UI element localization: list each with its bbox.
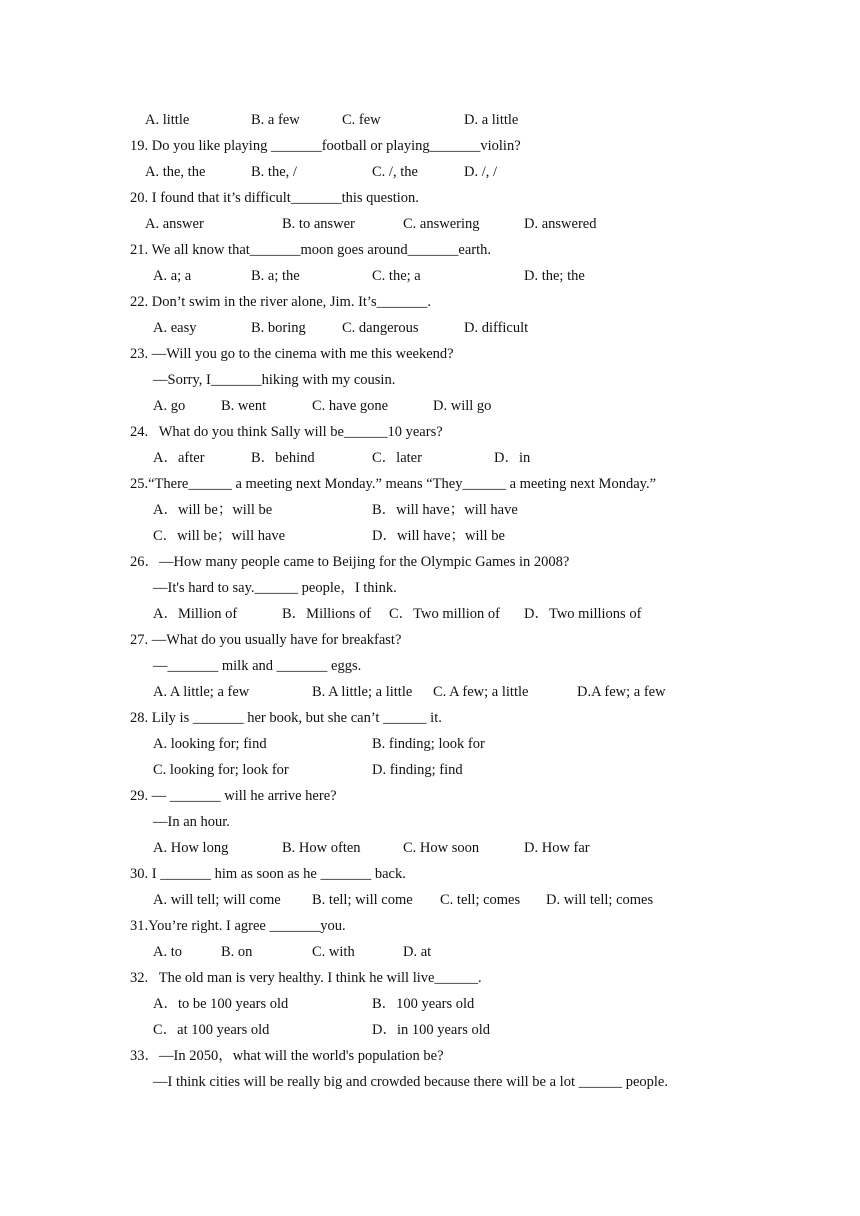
q29-option-a: A. How long	[153, 840, 229, 856]
q31-option-c: C. with	[312, 944, 355, 960]
q31-option-b: B. on	[221, 944, 253, 960]
q23-stem: 23. —Will you go to the cinema with me this weekend?	[130, 346, 454, 362]
q21-option-d: D. the; the	[524, 268, 585, 284]
q21-option-b: B. a; the	[251, 268, 300, 284]
q26-stem: 26．—How many people came to Beijing for the Olympic Games in 2008?	[130, 554, 570, 570]
q18-option-b: B. a few	[251, 112, 300, 128]
q32-option-d: D．in 100 years old	[372, 1022, 490, 1038]
q27-stem: 27. —What do you usually have for breakfast?	[130, 632, 402, 648]
q29-option-b: B. How often	[282, 840, 361, 856]
q22-option-b: B. boring	[251, 320, 306, 336]
q27-reply: —_______ milk and _______ eggs.	[153, 658, 362, 674]
q24-stem: 24. What do you think Sally will be______10 years?	[130, 424, 443, 440]
q30-option-a: A. will tell; will come	[153, 892, 281, 908]
q25-option-d: D．will have；will be	[372, 528, 505, 544]
q22-option-a: A. easy	[153, 320, 197, 336]
q31-stem: 31.You’re right. I agree _______you.	[130, 918, 346, 934]
q18-option-a: A. little	[145, 112, 190, 128]
q21-option-c: C. the; a	[372, 268, 421, 284]
q29-reply: —In an hour.	[153, 814, 230, 830]
q31-option-d: D. at	[403, 944, 432, 960]
q30-stem: 30. I _______ him as soon as he _______ back.	[130, 866, 406, 882]
q19-stem: 19. Do you like playing _______football or playing_______violin?	[130, 138, 521, 154]
q25-stem: 25.“There______ a meeting next Monday.” means “They______ a meeting next Monday.”	[130, 476, 657, 492]
q29-option-d: D. How far	[524, 840, 590, 856]
q28-option-d: D. finding; find	[372, 762, 463, 778]
q33-reply: —I think cities will be really big and crowded because there will be a lot ______ people.	[153, 1074, 668, 1090]
q26-option-c: C．Two million of	[389, 606, 500, 622]
q28-option-c: C. looking for; look for	[153, 762, 289, 778]
q32-stem: 32. The old man is very healthy. I think he will live______.	[130, 970, 482, 986]
q28-option-b: B. finding; look for	[372, 736, 485, 752]
q28-option-a: A. looking for; find	[153, 736, 267, 752]
q29-stem: 29. — _______ will he arrive here?	[130, 788, 337, 804]
q19-option-a: A. the, the	[145, 164, 206, 180]
q18-option-d: D. a little	[464, 112, 519, 128]
q18-option-c: C. few	[342, 112, 381, 128]
q27-option-b: B. A little; a little	[312, 684, 413, 700]
q31-option-a: A. to	[153, 944, 182, 960]
q20-option-c: C. answering	[403, 216, 480, 232]
q32-option-c: C．at 100 years old	[153, 1022, 270, 1038]
q19-option-b: B. the, /	[251, 164, 297, 180]
q33-stem: 33．—In 2050，what will the world's population be?	[130, 1048, 444, 1064]
q23-option-b: B. went	[221, 398, 267, 414]
q19-option-d: D. /, /	[464, 164, 498, 180]
q25-option-b: B．will have；will have	[372, 502, 518, 518]
q27-option-c: C. A few; a little	[433, 684, 529, 700]
q22-stem: 22. Don’t swim in the river alone, Jim. It’s_______.	[130, 294, 431, 310]
q26-option-a: A．Million of	[153, 606, 238, 622]
q27-option-a: A. A little; a few	[153, 684, 250, 700]
q32-option-a: A．to be 100 years old	[153, 996, 289, 1012]
q20-stem: 20. I found that it’s difficult_______this question.	[130, 190, 419, 206]
q23-option-a: A. go	[153, 398, 186, 414]
q27-option-d: D.A few; a few	[577, 684, 666, 700]
q32-option-b: B．100 years old	[372, 996, 475, 1012]
q22-option-d: D. difficult	[464, 320, 529, 336]
q24-option-c: C．later	[372, 450, 422, 466]
q26-option-b: B．Millions of	[282, 606, 372, 622]
q24-option-a: A．after	[153, 450, 205, 466]
q25-option-a: A．will be；will be	[153, 502, 273, 518]
q20-option-b: B. to answer	[282, 216, 355, 232]
q24-option-b: B．behind	[251, 450, 315, 466]
q20-option-d: D. answered	[524, 216, 597, 232]
q24-option-d: D．in	[494, 450, 531, 466]
q28-stem: 28. Lily is _______ her book, but she can’t ______ it.	[130, 710, 442, 726]
q21-stem: 21. We all know that_______moon goes around_______earth.	[130, 242, 492, 258]
q23-reply: —Sorry, I_______hiking with my cousin.	[153, 372, 396, 388]
q21-option-a: A. a; a	[153, 268, 192, 284]
q23-option-d: D. will go	[433, 398, 492, 414]
q23-option-c: C. have gone	[312, 398, 389, 414]
q20-option-a: A. answer	[145, 216, 204, 232]
q30-option-d: D. will tell; comes	[546, 892, 654, 908]
q30-option-c: C. tell; comes	[440, 892, 521, 908]
q29-option-c: C. How soon	[403, 840, 480, 856]
q30-option-b: B. tell; will come	[312, 892, 413, 908]
q26-option-d: D．Two millions of	[524, 606, 642, 622]
q25-option-c: C．will be；will have	[153, 528, 286, 544]
q19-option-c: C. /, the	[372, 164, 418, 180]
q26-reply: —It's hard to say.______ people，I think.	[153, 580, 397, 596]
q22-option-c: C. dangerous	[342, 320, 419, 336]
